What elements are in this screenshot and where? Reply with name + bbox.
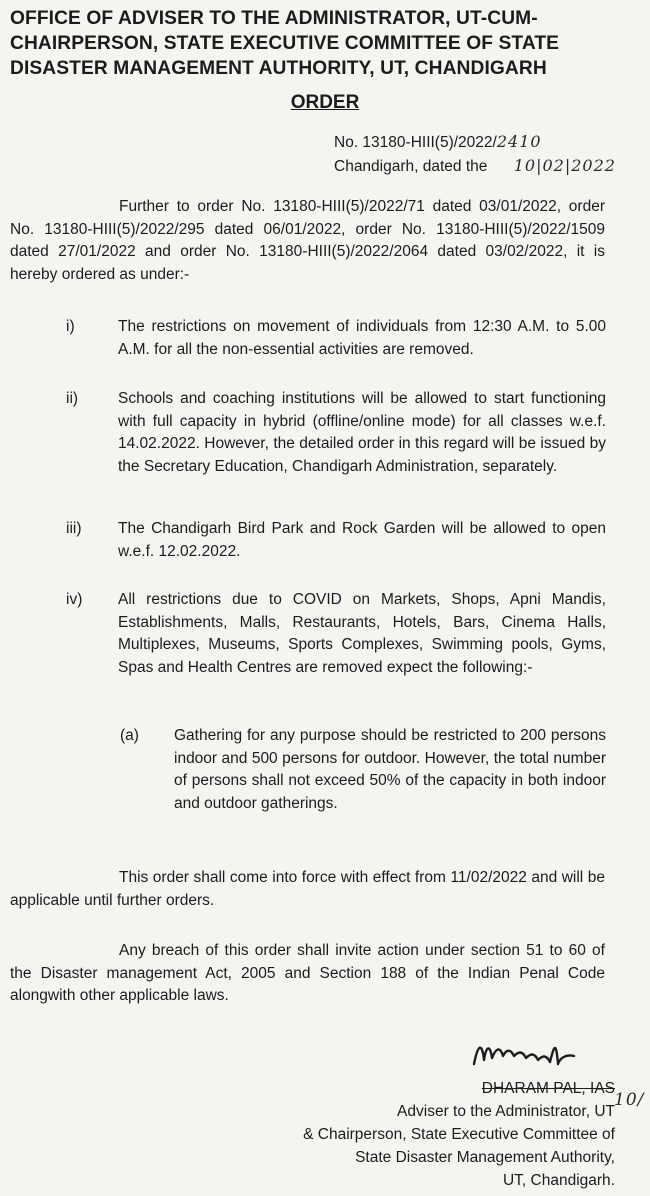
order-number-line bbox=[334, 130, 616, 154]
signatory-name: DHARAM PAL, IAS bbox=[481, 1080, 615, 1097]
item-number: ii) bbox=[66, 390, 79, 407]
signatory-designation: State Disaster Management Authority, bbox=[355, 1149, 615, 1166]
intro-paragraph: Further to order No. 13180-HIII(5)/2022/71 dated 03/01/2022, order No. 13180-HIII(5)/2022/295 dated 06/01/2022, order No. 13180-HIII(5)/2022/1509 dated 27/01/2022 and order No. 13180-HIII(5)/2022/2064 dated 03/02/2022, it is hereby ordered as under:- bbox=[10, 198, 605, 283]
signature-scribble bbox=[470, 1034, 580, 1074]
item-text: The Chandigarh Bird Park and Rock Garden will be allowed to open w.e.f. 12.02.2022. bbox=[118, 520, 606, 560]
breach-paragraph: Any breach of this order shall invite action under section 51 to 60 of the Disaster management Act, 2005 and Section 188 of the Indian Penal Code alongwith other applicable laws. bbox=[10, 942, 605, 1004]
item-text: Schools and coaching institutions will be allowed to start functioning with full capacity in hybrid (offline/online mode) for all classes w.e.f. 14.02.2022. However, the detailed order in this regard will be issued by the Secretary Education, Chandigarh Administration, separately. bbox=[118, 390, 606, 475]
item-text: The restrictions on movement of individuals from 12:30 A.M. to 5.00 A.M. for all the non-essential activities are removed. bbox=[118, 318, 606, 358]
order-reference bbox=[334, 130, 616, 178]
order-number-prefix: No. 13180-HIII(5)/2022/ bbox=[334, 134, 497, 151]
header-line: CHAIRPERSON, STATE EXECUTIVE COMMITTEE OF STATE bbox=[10, 33, 560, 54]
item-number: i) bbox=[66, 318, 75, 335]
margin-handwritten-mark: 10/ bbox=[614, 1090, 645, 1110]
order-date-prefix: Chandigarh, dated the bbox=[334, 158, 488, 175]
item-number: iv) bbox=[66, 591, 83, 608]
subitem-number: (a) bbox=[120, 727, 139, 744]
order-date-handwritten: 10|02|2022 bbox=[513, 156, 616, 175]
order-date-line bbox=[334, 154, 616, 178]
office-header bbox=[10, 6, 640, 81]
effect-paragraph: This order shall come into force with effect from 11/02/2022 and will be applicable until further orders. bbox=[10, 869, 605, 909]
order-title: ORDER bbox=[290, 92, 360, 113]
header-line: DISASTER MANAGEMENT AUTHORITY, UT, CHANDIGARH bbox=[10, 58, 547, 79]
header-line: OFFICE OF ADVISER TO THE ADMINISTRATOR, UT-CUM- bbox=[10, 8, 538, 29]
order-number-handwritten: 2410 bbox=[496, 132, 542, 151]
signatory-designation: UT, Chandigarh. bbox=[502, 1172, 615, 1189]
signatory-designation: & Chairperson, State Executive Committee of bbox=[303, 1126, 615, 1143]
item-number: iii) bbox=[66, 520, 82, 537]
signatory-block bbox=[303, 1077, 615, 1192]
signatory-designation: Adviser to the Administrator, UT bbox=[397, 1103, 615, 1120]
item-text: All restrictions due to COVID on Markets, Shops, Apni Mandis, Establishments, Malls, Restaurants, Hotels, Bars, Cinema Halls, Multiplexes, Museums, Sports Complexes, Swimming pools, Gyms, Spas and Health Centres are removed expect the following:- bbox=[118, 591, 606, 676]
subitem-text: Gathering for any purpose should be restricted to 200 persons indoor and 500 persons for outdoor. However, the total number of persons shall not exceed 50% of the capacity in both indoor and outdoor gatherings. bbox=[174, 727, 606, 812]
